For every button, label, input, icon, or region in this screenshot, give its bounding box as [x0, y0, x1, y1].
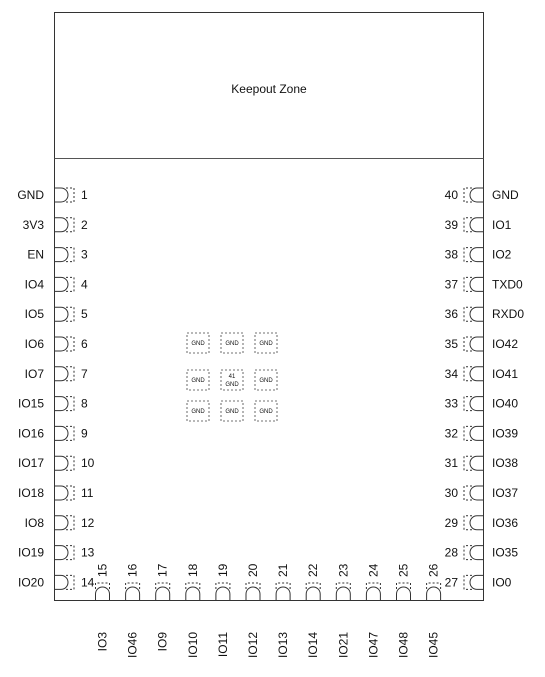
bottom-pin-24 — [366, 563, 380, 658]
bottom-pin-name: IO11 — [215, 632, 230, 658]
center-pad-number: 41 — [228, 374, 236, 380]
left-pin-name: IO17 — [17, 456, 44, 471]
left-pin-name: IO4 — [24, 277, 44, 292]
right-pin-name: IO35 — [492, 545, 519, 560]
bottom-pin-26 — [427, 563, 441, 658]
bottom-pin-pad-outline — [156, 587, 170, 601]
left-pin-number: 5 — [81, 307, 88, 322]
bottom-pin-pad-dashed — [246, 583, 260, 589]
left-pin-pad-dashed — [66, 456, 74, 470]
left-pin-pad-outline — [55, 218, 69, 232]
left-pin-1 — [17, 188, 88, 202]
bottom-pin-number: 16 — [125, 563, 140, 577]
right-pin-pad-outline — [470, 575, 483, 589]
bottom-pin-16 — [126, 563, 140, 658]
left-pin-pad-dashed — [66, 277, 74, 291]
bottom-pin-pad-dashed — [96, 583, 110, 589]
center-pad — [255, 370, 277, 390]
left-pin-pad-outline — [55, 456, 69, 470]
right-pin-pad-outline — [470, 307, 483, 321]
right-pin-31 — [445, 456, 519, 470]
right-pin-36 — [445, 307, 525, 321]
left-pin-pad-dashed — [66, 546, 74, 560]
bottom-pin-name: IO12 — [246, 632, 260, 659]
bottom-pin-number: 22 — [306, 563, 321, 577]
left-pin-pad-outline — [55, 337, 69, 351]
left-pin-pad-dashed — [66, 516, 74, 530]
bottom-pin-name: IO47 — [366, 632, 381, 659]
left-pin-number: 4 — [81, 277, 88, 292]
left-pin-8 — [18, 397, 88, 411]
left-pin-number: 12 — [81, 515, 95, 530]
right-pin-30 — [445, 486, 519, 500]
right-pin-name: TXD0 — [492, 277, 523, 292]
right-pin-39 — [445, 218, 512, 232]
center-pad — [187, 333, 209, 353]
left-pin-pad-outline — [55, 307, 69, 321]
left-pin-pad-dashed — [66, 426, 74, 440]
bottom-pin-pad-outline — [96, 587, 110, 601]
right-pin-name: IO37 — [492, 486, 519, 500]
left-pin-10 — [18, 456, 95, 470]
left-pin-pad-outline — [55, 575, 69, 589]
left-pin-6 — [25, 337, 88, 351]
bottom-pin-name: IO45 — [426, 632, 441, 659]
right-pin-35 — [445, 337, 519, 351]
left-pin-7 — [25, 367, 88, 381]
left-pin-name: IO19 — [17, 545, 44, 560]
left-pin-name: 3V3 — [22, 217, 44, 232]
bottom-pin-pad-dashed — [216, 583, 230, 589]
right-pin-32 — [445, 426, 519, 440]
center-pad-label: GND — [191, 409, 205, 415]
right-pin-number: 30 — [444, 486, 458, 500]
center-pad-label: GND — [191, 341, 205, 347]
left-pin-name: IO8 — [24, 515, 44, 530]
left-pin-pad-dashed — [66, 307, 74, 321]
bottom-pin-pad-outline — [397, 587, 411, 601]
left-pin-pad-dashed — [66, 248, 74, 262]
center-pad-layer — [187, 333, 277, 421]
left-pin-9 — [18, 426, 88, 440]
left-pin-2 — [23, 218, 88, 232]
bottom-pin-number: 23 — [336, 563, 351, 577]
right-pin-number: 38 — [444, 247, 458, 262]
right-pin-number: 37 — [444, 277, 458, 292]
bottom-pin-name: IO13 — [276, 632, 291, 659]
right-pin-33 — [445, 397, 519, 411]
bottom-pin-pad-dashed — [336, 583, 350, 589]
bottom-pin-pad-dashed — [156, 583, 170, 589]
right-pin-number: 34 — [444, 366, 458, 381]
right-pin-pad-outline — [470, 248, 483, 262]
bottom-pin-pad-outline — [186, 587, 200, 601]
bottom-pin-number: 21 — [276, 563, 291, 577]
left-pin-pad-dashed — [66, 218, 74, 232]
bottom-pin-pad-dashed — [397, 583, 411, 589]
right-pin-pad-dashed — [464, 426, 472, 440]
bottom-pin-23 — [336, 563, 350, 658]
right-pin-number: 32 — [444, 426, 458, 441]
right-pin-name: IO0 — [492, 575, 512, 590]
right-pin-name: IO41 — [492, 366, 519, 381]
bottom-pin-pad-dashed — [126, 583, 140, 589]
bottom-pin-name: IO21 — [336, 632, 351, 659]
pin-layer — [17, 188, 524, 658]
left-pin-name: IO16 — [17, 426, 44, 441]
bottom-pin-17 — [156, 563, 170, 651]
left-pin-number: 3 — [81, 247, 88, 262]
center-pad — [187, 401, 209, 421]
right-pin-27 — [445, 575, 512, 589]
left-pin-number: 1 — [81, 188, 88, 202]
left-pin-number: 14 — [81, 575, 95, 590]
right-pin-pad-dashed — [464, 456, 472, 470]
right-pin-number: 29 — [444, 515, 458, 530]
right-pin-29 — [445, 516, 519, 530]
left-pin-pad-outline — [55, 426, 69, 440]
right-pin-pad-outline — [470, 516, 483, 530]
bottom-pin-25 — [397, 563, 411, 658]
bottom-pin-number: 19 — [215, 563, 230, 577]
bottom-pin-19 — [216, 563, 230, 657]
left-pin-name: IO20 — [17, 575, 44, 590]
bottom-pin-name: IO48 — [396, 632, 411, 659]
right-pin-number: 31 — [444, 456, 458, 471]
left-pin-name: IO7 — [24, 366, 44, 381]
bottom-pin-number: 26 — [426, 563, 441, 577]
right-pin-name: IO36 — [492, 515, 519, 530]
bottom-pin-18 — [186, 563, 200, 658]
right-pin-name: IO40 — [492, 396, 519, 411]
left-pin-number: 11 — [81, 486, 94, 500]
right-pin-pad-dashed — [464, 397, 472, 411]
right-pin-40 — [445, 188, 519, 202]
bottom-pin-number: 15 — [95, 563, 110, 577]
bottom-pin-pad-dashed — [366, 583, 380, 589]
center-pad-label: GND — [225, 382, 239, 388]
right-pin-name: IO1 — [492, 217, 512, 232]
right-pin-number: 36 — [444, 307, 458, 322]
right-pin-number: 28 — [444, 545, 458, 560]
center-pad — [255, 333, 277, 353]
left-pin-name: IO6 — [24, 337, 44, 351]
module-outline — [55, 13, 484, 601]
left-pin-pad-outline — [55, 277, 69, 291]
left-pin-pad-outline — [55, 397, 69, 411]
right-pin-pad-outline — [470, 397, 483, 411]
left-pin-pad-outline — [55, 188, 69, 202]
right-pin-pad-dashed — [464, 307, 472, 321]
bottom-pin-pad-outline — [246, 587, 260, 601]
right-pin-name: IO38 — [492, 456, 519, 471]
bottom-pin-name: IO9 — [155, 632, 170, 652]
right-pin-34 — [445, 367, 519, 381]
left-pin-number: 8 — [81, 396, 88, 411]
right-pin-name: RXD0 — [492, 307, 525, 322]
bottom-pin-number: 25 — [396, 563, 411, 577]
left-pin-name: EN — [27, 247, 44, 262]
left-pin-number: 2 — [81, 217, 88, 232]
left-pin-name: IO18 — [17, 486, 44, 500]
right-pin-pad-outline — [470, 486, 484, 500]
bottom-pin-number: 24 — [366, 563, 381, 577]
right-pin-number: 39 — [444, 217, 458, 232]
right-pin-name: IO2 — [492, 247, 512, 262]
left-pin-pad-dashed — [66, 397, 74, 411]
bottom-pin-pad-dashed — [427, 583, 441, 589]
center-pad — [221, 333, 243, 353]
right-pin-pad-outline — [470, 337, 484, 351]
right-pin-number: 40 — [444, 188, 458, 202]
left-pin-12 — [25, 516, 95, 530]
center-pad — [221, 370, 243, 390]
right-pin-pad-outline — [470, 218, 483, 232]
left-pin-4 — [25, 277, 88, 291]
center-pad-label: GND — [225, 341, 239, 347]
keepout-zone-label: Keepout Zone — [231, 82, 307, 96]
right-pin-number: 27 — [444, 575, 458, 590]
center-pad-label: GND — [259, 341, 273, 347]
left-pin-number: 6 — [81, 337, 88, 351]
bottom-pin-15 — [96, 563, 110, 651]
bottom-pin-pad-outline — [216, 587, 230, 601]
right-pin-pad-dashed — [464, 248, 472, 262]
left-pin-3 — [27, 248, 88, 262]
bottom-pin-number: 20 — [246, 563, 260, 577]
center-pad — [255, 401, 277, 421]
bottom-pin-22 — [306, 563, 320, 658]
right-pin-28 — [445, 546, 519, 560]
bottom-pin-pad-dashed — [276, 583, 290, 589]
left-pin-number: 13 — [81, 545, 95, 560]
bottom-pin-number: 17 — [155, 563, 170, 577]
right-pin-pad-outline — [470, 546, 483, 560]
bottom-pin-name: IO10 — [185, 632, 200, 659]
left-pin-pad-outline — [55, 248, 69, 262]
bottom-pin-pad-outline — [336, 587, 350, 601]
left-pin-pad-dashed — [66, 367, 74, 381]
left-pin-number: 9 — [81, 426, 88, 441]
center-pad — [187, 370, 209, 390]
left-pin-pad-dashed — [66, 486, 74, 500]
right-pin-pad-dashed — [464, 188, 472, 202]
bottom-pin-pad-outline — [276, 587, 290, 601]
right-pin-pad-outline — [470, 426, 483, 440]
center-pad-label: GND — [225, 409, 239, 415]
bottom-pin-name: IO46 — [125, 632, 140, 659]
center-pad-label: GND — [259, 409, 273, 415]
right-pin-pad-outline — [470, 188, 484, 202]
right-pin-number: 35 — [444, 337, 458, 351]
center-pad — [221, 401, 243, 421]
bottom-pin-pad-outline — [306, 587, 320, 601]
left-pin-pad-outline — [55, 546, 69, 560]
right-pin-pad-dashed — [464, 486, 472, 500]
right-pin-pad-dashed — [464, 516, 472, 530]
left-pin-11 — [18, 486, 94, 500]
right-pin-name: IO42 — [492, 337, 519, 351]
left-pin-name: IO15 — [17, 396, 44, 411]
left-pin-13 — [18, 546, 95, 560]
center-pad-label: GND — [259, 378, 273, 384]
bottom-pin-name: IO3 — [95, 632, 110, 652]
left-pin-14 — [18, 575, 95, 589]
right-pin-pad-dashed — [464, 575, 472, 589]
bottom-pin-20 — [246, 563, 260, 658]
bottom-pin-21 — [276, 563, 290, 658]
bottom-pin-pad-outline — [366, 587, 380, 601]
right-pin-pad-dashed — [464, 218, 472, 232]
right-pin-pad-outline — [470, 277, 483, 291]
bottom-pin-pad-outline — [427, 587, 441, 601]
bottom-pin-number: 18 — [185, 563, 200, 577]
left-pin-pad-dashed — [66, 188, 74, 202]
right-pin-pad-outline — [470, 367, 483, 381]
left-pin-pad-dashed — [66, 337, 74, 351]
left-pin-number: 7 — [81, 366, 88, 381]
right-pin-name: GND — [492, 188, 519, 202]
right-pin-number: 33 — [444, 396, 458, 411]
left-pin-pad-outline — [55, 486, 69, 500]
center-pad-label: GND — [191, 378, 205, 384]
left-pin-pad-outline — [55, 516, 69, 530]
left-pin-number: 10 — [81, 456, 95, 471]
left-pin-5 — [25, 307, 88, 321]
bottom-pin-pad-dashed — [186, 583, 200, 589]
bottom-pin-pad-dashed — [306, 583, 320, 589]
bottom-pin-name: IO14 — [306, 632, 321, 659]
right-pin-38 — [445, 248, 512, 262]
left-pin-pad-outline — [55, 367, 69, 381]
left-pin-name: GND — [17, 188, 44, 202]
left-pin-name: IO5 — [24, 307, 44, 322]
right-pin-pad-outline — [470, 456, 483, 470]
bottom-pin-pad-outline — [126, 587, 140, 601]
right-pin-pad-dashed — [464, 367, 472, 381]
right-pin-name: IO39 — [492, 426, 519, 441]
right-pin-pad-dashed — [464, 546, 472, 560]
right-pin-pad-dashed — [464, 337, 472, 351]
right-pin-pad-dashed — [464, 277, 472, 291]
left-pin-pad-dashed — [66, 575, 74, 589]
